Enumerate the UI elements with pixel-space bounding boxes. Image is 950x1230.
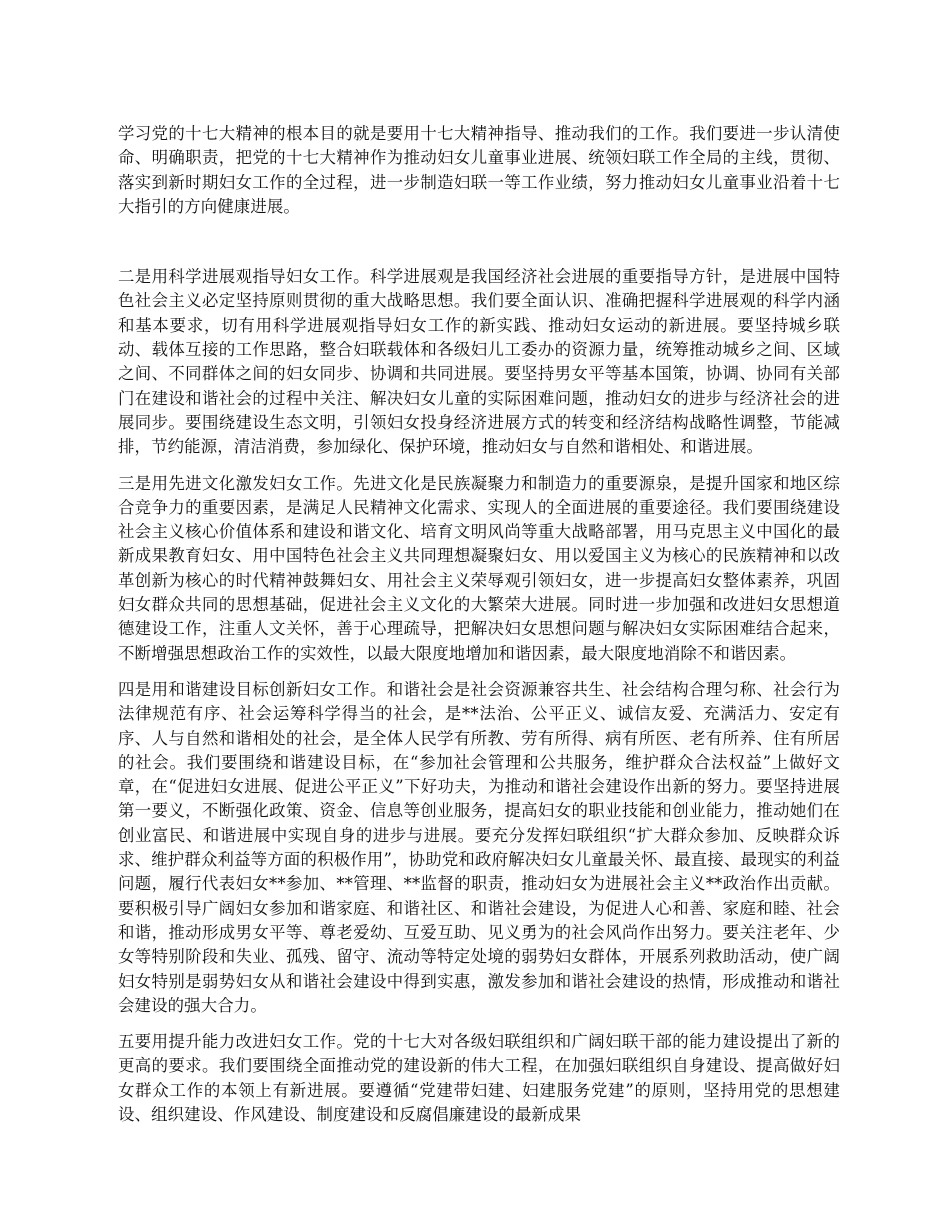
paragraph-gap	[118, 666, 840, 678]
paragraph-gap	[118, 219, 840, 265]
paragraph-gap	[118, 1018, 840, 1030]
paragraph-section-three: 三是用先进文化激发妇女工作。先进文化是民族凝聚力和制造力的重要源泉，是提升国家和地区综合竞争力的重要因素，是满足人民精神文化需求、实现人的全面进展的重要途径。我们要围绕建设社会主义核心价值体系和建设和谐文化、培育文明风尚等重大战略部署，用马克思主义中国化的最新成果教育妇女、用中国特色社会主义共同理想凝聚妇女、用以爱国主义为核心的民族精神和以改革创新为核心的时代精神鼓舞妇女、用社会主义荣辱观引领妇女，进一步提高妇女整体素养，巩固妇女群众共同的思想基础，促进社会主义文化的大繁荣大进展。同时进一步加强和改进妇女思想道德建设工作，注重人文关怀，善于心理疏导，把解决妇女思想问题与解决妇女实际困难结合起来，不断增强思想政治工作的实效性，以最大限度地增加和谐因素，最大限度地消除不和谐因素。	[118, 473, 840, 663]
paragraph-intro: 学习党的十七大精神的根本目的就是要用十七大精神指导、推动我们的工作。我们要进一步认清使命、明确职责，把党的十七大精神作为推动妇女儿童事业进展、统领妇联工作全局的主线，贯彻、落实到新时期妇女工作的全过程，进一步制造妇联一等工作业绩，努力推动妇女儿童事业沿着十七大指引的方向健康进展。	[118, 124, 840, 216]
paragraph-section-two: 二是用科学进展观指导妇女工作。科学进展观是我国经济社会进展的重要指导方针，是进展中国特色社会主义必定坚持原则贯彻的重大战略思想。我们要全面认识、准确把握科学进展观的科学内涵和基本要求，切有用科学进展观指导妇女工作的新实践、推动妇女运动的新进展。要坚持城乡联动、载体互接的工作思路，整合妇联载体和各级妇儿工委办的资源力量，统筹推动城乡之间、区域之间、不同群体之间的妇女同步、协调和共同进展。要坚持男女平等基本国策，协调、协同有关部门在建设和谐社会的过程中关注、解决妇女儿童的实际困难问题，推动妇女的进步与经济社会的进展同步。要围绕建设生态文明，引领妇女投身经济进展方式的转变和经济结构战略性调整，节能减排，节约能源，清洁消费，参加绿化、保护环境，推动妇女与自然和谐相处、和谐进展。	[118, 267, 840, 457]
paragraph-section-four: 四是用和谐建设目标创新妇女工作。和谐社会是社会资源兼容共生、社会结构合理匀称、社会行为法律规范有序、社会运筹科学得当的社会，是**法治、公平正义、诚信友爱、充满活力、安定有序、人与自然和谐相处的社会，是全体人民学有所教、劳有所得、病有所医、老有所养、住有所居的社会。我们要围绕和谐建设目标，在“参加社会管理和公共服务，维护群众合法权益”上做好文章，在“促进妇女进展、促进公平正义”下好功夫，为推动和谐社会建设作出新的努力。要坚持进展第一要义，不断强化政策、资金、信息等创业服务，提高妇女的职业技能和创业能力，推动她们在创业富民、和谐进展中实现自身的进步与进展。要充分发挥妇联组织“扩大群众参加、反映群众诉求、维护群众利益等方面的积极作用”，协助党和政府解决妇女儿童最关怀、最直接、最现实的利益问题，履行代表妇女**参加、**管理、**监督的职责，推动妇女为进展社会主义**政治作出贡献。要积极引导广阔妇女参加和谐家庭、和谐社区、和谐社会建设，为促进人心和善、家庭和睦、社会和谐，推动形成男女平等、尊老爱幼、互爱互助、见义勇为的社会风尚作出努力。要关注老年、少女等特别阶段和失业、孤残、留守、流动等特定处境的弱势妇女群体，开展系列救助活动，使广阔妇女特别是弱势妇女从和谐社会建设中得到实惠，激发参加和谐社会建设的热情，形成推动和谐社会建设的强大合力。	[118, 679, 840, 1015]
paragraph-section-five: 五要用提升能力改进妇女工作。党的十七大对各级妇联组织和广阔妇联干部的能力建设提出了新的更高的要求。我们要围绕全面推动党的建设新的伟大工程，在加强妇联组织自身建设、提高做好妇女群众工作的本领上有新进展。要遵循“党建带妇建、妇建服务党建”的原则，坚持用党的思想建设、组织建设、作风建设、制度建设和反腐倡廉建设的最新成果	[118, 1032, 840, 1124]
document-page	[118, 122, 840, 1127]
paragraph-gap	[118, 460, 840, 472]
